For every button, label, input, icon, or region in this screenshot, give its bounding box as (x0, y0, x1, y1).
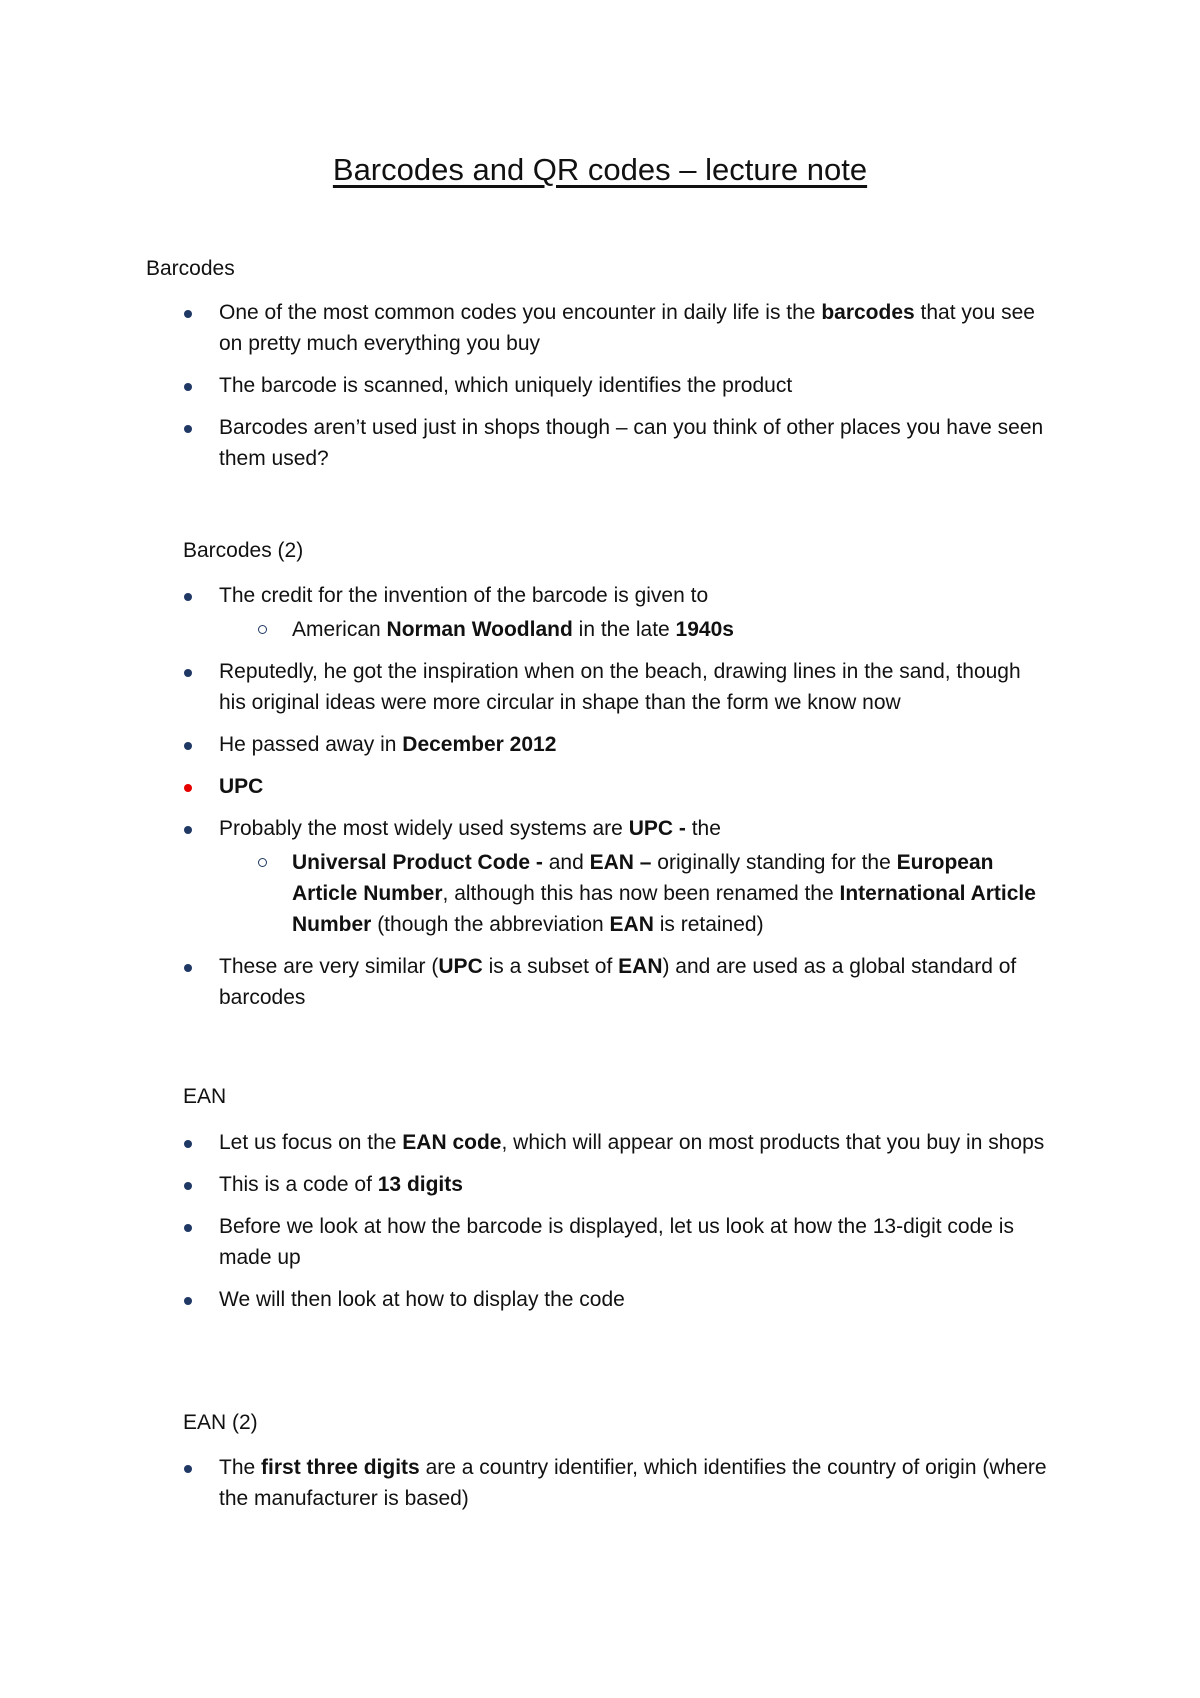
sub-list-item (0, 847, 1052, 940)
ean-2-list (0, 1452, 1200, 1514)
bullet-icon (184, 1182, 192, 1190)
list-item (0, 1127, 1049, 1158)
item-text: Barcodes aren’t used just in shops though – can you think of other places you have seen them used? (219, 416, 1044, 470)
barcodes-list (0, 297, 1200, 474)
item-bold-text: EAN (618, 955, 663, 978)
item-text: We will then look at how to display the code (219, 1288, 625, 1311)
item-text: in the late (572, 618, 676, 641)
item-bold-text: UPC (219, 775, 264, 798)
item-text: The (219, 1456, 262, 1479)
item-bold-text: European Article Number (292, 851, 994, 905)
list-item (0, 370, 1049, 401)
item-text: , although this has now been renamed the (442, 882, 840, 905)
item-text: is a subset of (482, 955, 619, 978)
list-item (0, 1284, 1049, 1315)
item-bold-text: Universal Product Code - (292, 851, 543, 874)
item-text: These are very similar ( (219, 955, 439, 978)
section-heading-ean-2: EAN (2) (183, 1411, 258, 1434)
item-bold-text: first three digits (261, 1456, 420, 1479)
list-item (0, 580, 1049, 611)
bullet-icon (184, 964, 192, 972)
item-text: Probably the most widely used systems are (219, 817, 629, 840)
bullet-icon (184, 1297, 192, 1305)
item-text: He passed away in (219, 733, 403, 756)
bullet-icon (184, 593, 192, 601)
item-text: ) and are used as a global standard of barcodes (219, 955, 1017, 1009)
list-item (0, 951, 1049, 1013)
list-item (0, 1452, 1049, 1514)
section-heading-barcodes: Barcodes (146, 257, 235, 280)
item-bold-text: Norman Woodland (386, 618, 573, 641)
item-bold-text: International Article Number (292, 882, 1036, 936)
item-text: are a country identifier, which identifies the country of origin (where the manufacturer is based) (219, 1456, 1047, 1510)
bullet-icon (184, 742, 192, 750)
item-text: , which will appear on most products that you buy in shops (501, 1131, 1045, 1154)
item-text: that you see on pretty much everything you buy (219, 301, 1035, 355)
item-bold-text: December 2012 (402, 733, 557, 756)
section-heading-barcodes-2: Barcodes (2) (183, 539, 304, 562)
item-text: is retained) (653, 913, 764, 936)
ean-list (0, 1127, 1200, 1315)
document-title: Barcodes and QR codes – lecture note (332, 152, 868, 187)
list-item (0, 656, 1049, 718)
item-text: originally standing for the (651, 851, 897, 874)
item-bold-text: UPC - (628, 817, 686, 840)
item-bold-text: EAN (609, 913, 654, 936)
list-item (0, 1169, 1049, 1200)
hollow-bullet-icon (258, 625, 267, 634)
bullet-icon (184, 1140, 192, 1148)
list-item (0, 1211, 1049, 1273)
red-bullet-icon (184, 784, 192, 792)
item-bold-text: 1940s (675, 618, 734, 641)
item-text: One of the most common codes you encounter in daily life is the (219, 301, 822, 324)
item-text: the (685, 817, 721, 840)
item-text: The barcode is scanned, which uniquely identifies the product (219, 374, 793, 397)
item-text: Before we look at how the barcode is displayed, let us look at how the 13-digit code is made up (219, 1215, 1014, 1269)
item-bold-text: 13 digits (377, 1173, 463, 1196)
bullet-icon (184, 669, 192, 677)
item-bold-text: EAN – (589, 851, 652, 874)
item-bold-text: EAN code (402, 1131, 502, 1154)
item-bold-text: UPC (438, 955, 483, 978)
item-text: The credit for the invention of the barcode is given to (219, 584, 709, 607)
section-heading-ean: EAN (183, 1085, 227, 1108)
list-item (0, 412, 1049, 474)
bullet-icon (184, 425, 192, 433)
list-item (0, 771, 1049, 802)
item-text: (though the abbreviation (371, 913, 610, 936)
bullet-icon (184, 310, 192, 318)
sub-list-item (0, 614, 1052, 645)
item-text: Reputedly, he got the inspiration when on the beach, drawing lines in the sand, though his original ideas were more circular in shape than the form we know now (219, 660, 1021, 714)
hollow-bullet-icon (258, 858, 267, 867)
bullet-icon (184, 1224, 192, 1232)
item-text: Let us focus on the (219, 1131, 403, 1154)
bullet-icon (184, 383, 192, 391)
item-bold-text: barcodes (821, 301, 915, 324)
item-text: and (542, 851, 590, 874)
item-text: American (292, 618, 387, 641)
barcodes-2-list (0, 580, 1200, 1013)
item-text: This is a code of (219, 1173, 378, 1196)
bullet-icon (184, 1465, 192, 1473)
list-item (0, 813, 1049, 844)
bullet-icon (184, 826, 192, 834)
list-item (0, 297, 1049, 359)
list-item (0, 729, 1049, 760)
